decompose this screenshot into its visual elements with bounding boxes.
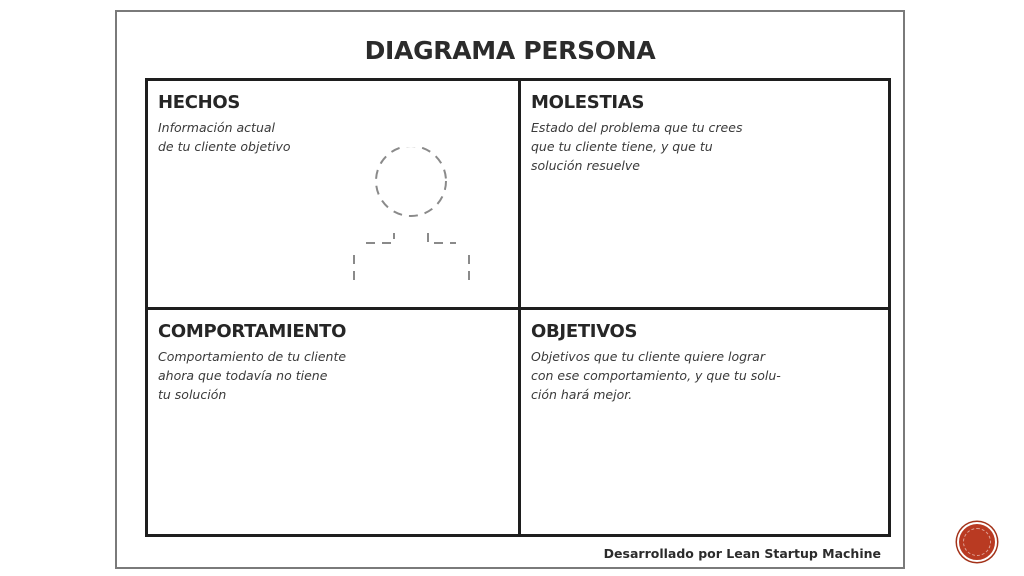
credit-line: Desarrollado por Lean Startup Machine	[603, 546, 881, 561]
quadrant-heading: OBJETIVOS	[531, 321, 638, 342]
description-line: ción hará mejor.	[531, 387, 633, 402]
description-line: Información actual	[158, 120, 276, 135]
canvas-title: DIAGRAMA PERSONA	[364, 36, 656, 65]
quadrant-description	[531, 347, 831, 404]
description-line: que tu cliente tiene, y que tu	[531, 139, 713, 154]
description-line: Comportamiento de tu cliente	[158, 349, 347, 364]
quadrant-comportamiento	[148, 310, 518, 534]
quadrant-description	[531, 118, 831, 175]
description-line: de tu cliente objetivo	[158, 139, 291, 154]
description-line: ahora que todavía no tiene	[158, 368, 328, 383]
quadrant-objetivos	[521, 310, 891, 534]
quadrant-heading: HECHOS	[158, 92, 241, 113]
quadrant-heading: COMPORTAMIENTO	[158, 321, 347, 342]
persona-grid	[145, 78, 891, 537]
description-line: Objetivos que tu cliente quiere lograr	[531, 349, 765, 364]
persona-canvas-frame	[115, 10, 905, 569]
next-slide-icon[interactable]	[957, 522, 997, 562]
description-line: solución resuelve	[531, 158, 640, 173]
quadrant-heading: MOLESTIAS	[531, 92, 645, 113]
description-line: Estado del problema que tu crees	[531, 120, 743, 135]
quadrant-molestias	[521, 81, 891, 307]
description-line: con ese comportamiento, y que tu solu-	[531, 368, 781, 383]
quadrant-hechos	[148, 81, 518, 307]
description-line: tu solución	[158, 387, 227, 402]
quadrant-description	[158, 347, 458, 404]
nav-button-ring	[963, 528, 991, 556]
person-outline-icon	[348, 147, 478, 287]
